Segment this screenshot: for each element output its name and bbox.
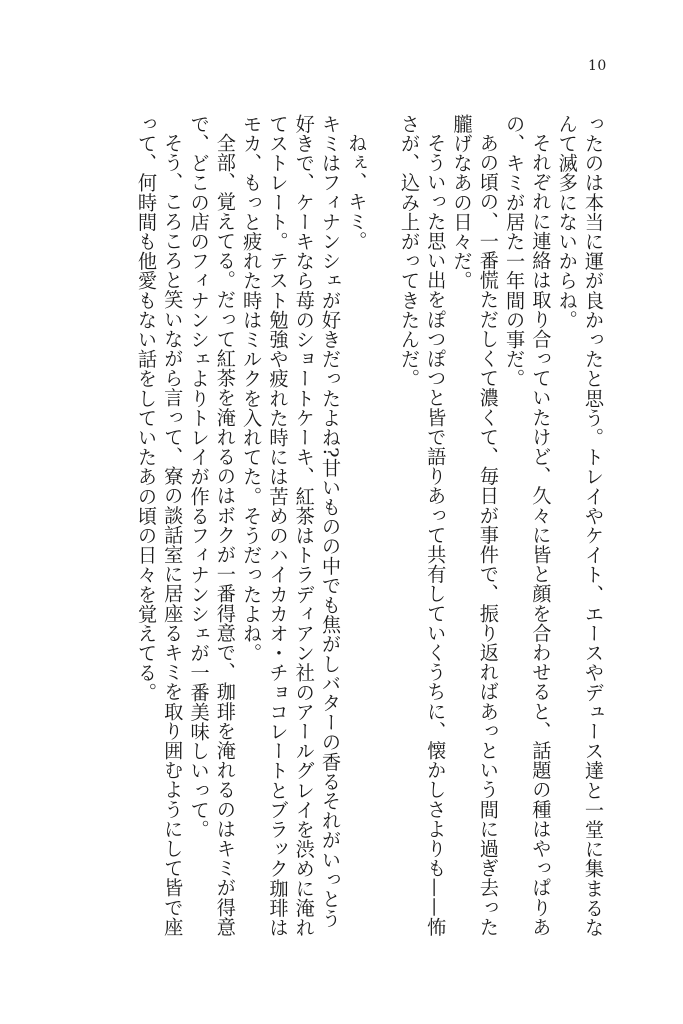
paragraph: あの頃の、一番慌ただしくて濃くて、毎日が事件で、振り返ればあっという間に過ぎ去った朧げなあの日々だ。	[450, 114, 500, 937]
paragraph: そう、ころころと笑いながら言って、寮の談話室に居座るキミを取り囲むようにして皆で座って、何時間も他愛もない話をしていたあの頃の日々を覚えてる。	[134, 114, 185, 937]
paragraph: ねぇ、キミ。	[345, 133, 369, 251]
vertical-text-body	[133, 114, 606, 944]
paragraph: 全部、覚えてる。だって紅茶を淹れるのはボクが一番得意で、珈琲を淹れるのはキミが得意で、どこの店のフィナンシェよりトレイが作るフィナンシェが一番美味しいって。	[187, 114, 237, 937]
paragraph: キミはフィナンシェが好きだったよね?甘いものの中でも焦がしバターの香るそれがいっとう好きで、ケーキなら苺のショートケーキ、紅茶はトラディアン社のアールグレイを渋めに淹れてストレート。テスト勉強や疲れた時には苦めのハイカカオ・チョコレートとブラック珈琲はモカ、もっと疲れた時はミルクを入れてた。そうだったよね。	[240, 114, 343, 938]
paragraph: ったのは本当に運が良かったと思う。トレイやケイト、エースやデュース達と一堂に集まるなんて滅多にないからね。	[555, 114, 605, 938]
page-number: 10	[588, 58, 607, 74]
paragraph: それぞれに連絡は取り合っていたけど、久々に皆と顔を合わせると、話題の種はやっぱりあの、キミが居た一年間の事だ。	[503, 114, 553, 937]
paragraph: そういった思い出をぽつぽつと皆で語りあって共有していくうちに、懐かしさよりも——怖さが、込み上がってきたんだ。	[397, 114, 448, 937]
